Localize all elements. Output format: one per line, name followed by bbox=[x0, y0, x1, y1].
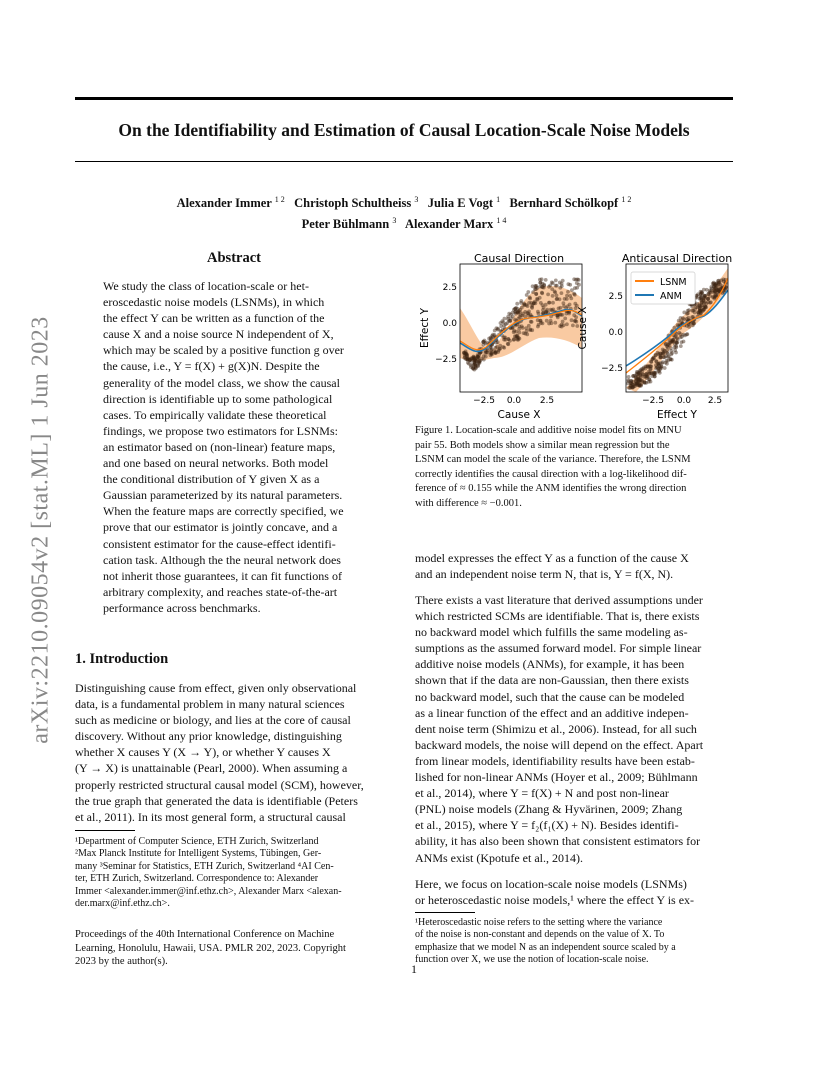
scatter-point bbox=[665, 362, 669, 366]
scatter-point bbox=[637, 383, 641, 387]
scatter-point bbox=[562, 301, 566, 305]
abstract-line: cause X and a noise source N independent of X, bbox=[103, 327, 334, 342]
left-x-ticks bbox=[473, 396, 554, 406]
figure-1 bbox=[414, 248, 736, 424]
title-bottom-rule bbox=[75, 161, 733, 162]
scatter-point bbox=[568, 303, 572, 307]
scatter-point bbox=[558, 281, 562, 285]
scatter-point bbox=[643, 380, 647, 384]
scatter-point bbox=[681, 316, 685, 320]
scatter-point bbox=[528, 296, 532, 300]
scatter-point bbox=[485, 341, 489, 345]
proceedings-line: 2023 by the author(s). bbox=[75, 956, 168, 967]
scatter-point bbox=[529, 301, 533, 305]
caption-line: ference of ≈ 0.155 while the ANM identifies the wrong direction bbox=[415, 483, 687, 495]
scatter-point bbox=[559, 306, 563, 310]
scatter-point bbox=[563, 297, 567, 301]
scatter-point bbox=[575, 286, 579, 290]
scatter-point bbox=[558, 286, 562, 290]
abstract-line: Gaussian parameterized by its natural parameters. bbox=[103, 488, 343, 503]
scatter-point bbox=[572, 292, 576, 296]
scatter-point bbox=[695, 294, 699, 298]
footnote-line: ter, ETH Zurich, Switzerland. Correspondence to: Alexander bbox=[75, 873, 319, 885]
body-paragraph-3 bbox=[415, 876, 733, 908]
scatter-point bbox=[647, 377, 651, 381]
scatter-point bbox=[565, 322, 569, 326]
scatter-point bbox=[637, 378, 641, 382]
scatter-point bbox=[539, 281, 543, 285]
abstract-heading: Abstract bbox=[207, 250, 261, 266]
text-line: Distinguishing cause from effect, given only observational bbox=[75, 681, 357, 695]
scatter-point bbox=[499, 324, 503, 328]
scatter-point bbox=[667, 341, 671, 345]
abstract-line: consistent estimator for the cause-effect identifi- bbox=[103, 536, 336, 551]
scatter-point bbox=[515, 302, 519, 306]
scatter-point bbox=[553, 321, 557, 325]
scatter-point bbox=[512, 338, 516, 342]
scatter-point bbox=[531, 284, 535, 288]
scatter-point bbox=[517, 324, 521, 328]
scatter-point bbox=[508, 319, 512, 323]
scatter-point bbox=[541, 322, 545, 326]
scatter-point bbox=[505, 321, 509, 325]
scatter-point bbox=[663, 355, 667, 359]
scatter-point bbox=[482, 343, 486, 347]
scatter-point bbox=[473, 363, 477, 367]
footnote-line: emphasize that we model N as an independent source scaled by a bbox=[415, 941, 676, 953]
text-line: sumptions as the assumed forward model. For simple linear bbox=[415, 641, 702, 656]
author: Peter Bühlmann $^3$ bbox=[301, 216, 397, 232]
tick-label: −2.5 bbox=[473, 396, 495, 406]
scatter-point bbox=[567, 312, 571, 316]
abstract-line: We study the class of location-scale or het- bbox=[103, 279, 309, 293]
scatter-point bbox=[696, 306, 700, 310]
scatter-point bbox=[566, 290, 570, 294]
scatter-point bbox=[699, 296, 703, 300]
scatter-point bbox=[506, 337, 510, 341]
author: Alexander Marx $^{1 4}$ bbox=[405, 216, 507, 232]
scatter-point bbox=[675, 336, 679, 340]
text-line: ANMs exist (Kpotufe et al., 2014). bbox=[415, 850, 583, 865]
scatter-point bbox=[700, 303, 704, 307]
footnote-line: ¹Heteroscedastic noise refers to the setting where the variance bbox=[415, 917, 663, 928]
text-line: the true graph that generated the data is identifiable (Peters bbox=[75, 793, 358, 808]
scatter-point bbox=[541, 303, 545, 307]
text-line: no backward model which fulfills the same modeling as- bbox=[415, 625, 688, 640]
body-paragraph-1 bbox=[415, 550, 733, 582]
scatter-point bbox=[710, 287, 714, 291]
scatter-point bbox=[666, 345, 670, 349]
scatter-point bbox=[556, 314, 560, 318]
scatter-point bbox=[512, 330, 516, 334]
tick-label: −2.5 bbox=[435, 355, 457, 365]
scatter-point bbox=[555, 284, 559, 288]
scatter-point bbox=[553, 291, 557, 295]
scatter-point bbox=[626, 382, 630, 386]
scatter-point bbox=[491, 333, 495, 337]
right-panel-title: Anticausal Direction bbox=[621, 252, 733, 265]
abstract-line: direction is identifiable up to some pathological bbox=[103, 391, 333, 406]
text-line: or heteroscedastic noise models,¹ where the effect Y is ex- bbox=[415, 893, 695, 908]
scatter-point bbox=[515, 336, 519, 340]
scatter-point bbox=[464, 350, 468, 354]
scatter-point bbox=[705, 288, 709, 292]
scatter-point bbox=[482, 340, 486, 344]
text-line: dent noise term (Shimizu et al., 2006). Instead, for all such bbox=[415, 721, 697, 736]
arxiv-id: arXiv:2210.09054v2 [stat.ML] 1 Jun 2023 bbox=[27, 316, 54, 744]
scatter-point bbox=[542, 283, 546, 287]
scatter-point bbox=[547, 285, 551, 289]
tick-label: 0.0 bbox=[442, 319, 457, 329]
scatter-point bbox=[525, 311, 529, 315]
scatter-point bbox=[525, 293, 529, 297]
text-line: lished for non-linear ANMs (Hoyer et al., 2009; Bühlmann bbox=[415, 770, 698, 785]
scatter-point bbox=[544, 303, 548, 307]
scatter-point bbox=[685, 333, 689, 337]
scatter-point bbox=[654, 353, 658, 357]
scatter-point bbox=[474, 366, 478, 370]
body-paragraph-2 bbox=[415, 592, 733, 866]
scatter-point bbox=[645, 365, 649, 369]
scatter-point bbox=[677, 319, 681, 323]
scatter-point bbox=[633, 374, 637, 378]
caption-line: Figure 1. Location-scale and additive noise model fits on MNU bbox=[415, 425, 682, 436]
title-top-rule bbox=[75, 97, 733, 100]
scatter-point bbox=[511, 315, 515, 319]
scatter-point bbox=[570, 318, 574, 322]
scatter-point bbox=[658, 352, 662, 356]
affiliations-footnote bbox=[75, 836, 393, 910]
paper-title: On the Identifiability and Estimation of Causal Location-Scale Noise Models bbox=[118, 120, 690, 140]
text-line: et al., 2011). In its most general form, a structural causal bbox=[75, 809, 346, 824]
scatter-point bbox=[554, 279, 558, 283]
scatter-point bbox=[463, 353, 467, 357]
scatter-point bbox=[527, 324, 531, 328]
scatter-point bbox=[522, 331, 526, 335]
footnote-rule bbox=[75, 830, 135, 831]
text-line: et al., 2014), where Y = f(X) + N and post non-linear bbox=[415, 786, 669, 801]
legend-label-lsnm: LSNM bbox=[660, 277, 687, 288]
tick-label: 0.0 bbox=[676, 396, 692, 406]
footnote-line: der.marx@inf.ethz.ch>. bbox=[75, 898, 170, 910]
scatter-point bbox=[537, 312, 541, 316]
scatter-point bbox=[697, 312, 701, 316]
right-x-axis-label: Effect Y bbox=[657, 409, 697, 421]
scatter-point bbox=[682, 333, 686, 337]
scatter-point bbox=[529, 320, 533, 324]
text-line: whether X causes Y (X → Y), or whether Y causes X bbox=[75, 745, 331, 760]
scatter-point bbox=[661, 351, 665, 355]
caption-line: correctly identifies the causal direction with a log-likelihood dif- bbox=[415, 468, 687, 480]
scatter-point bbox=[551, 281, 555, 285]
text-line: There exists a vast literature that derived assumptions under bbox=[415, 593, 703, 607]
scatter-point bbox=[489, 352, 493, 356]
scatter-point bbox=[679, 335, 683, 339]
scatter-point bbox=[484, 351, 488, 355]
scatter-point bbox=[571, 324, 575, 328]
caption-line: LSNM can model the scale of the variance. Therefore, the LSNM bbox=[415, 454, 691, 466]
scatter-point bbox=[707, 292, 711, 296]
abstract-line: prove that our estimator is jointly concave, and a bbox=[103, 520, 338, 535]
scatter-point bbox=[679, 344, 683, 348]
legend bbox=[631, 272, 695, 304]
right-y-axis-label: Cause X bbox=[577, 306, 589, 350]
scatter-point bbox=[568, 294, 572, 298]
text-line: discovery. Without any prior knowledge, distinguishing bbox=[75, 729, 342, 744]
scatter-point bbox=[473, 358, 477, 362]
scatter-point bbox=[522, 302, 526, 306]
author-list bbox=[75, 191, 733, 233]
scatter-point bbox=[534, 287, 538, 291]
scatter-point bbox=[657, 369, 661, 373]
scatter-point bbox=[484, 355, 488, 359]
author: Julia E Vogt $^1$ bbox=[427, 195, 501, 211]
scatter-point bbox=[502, 346, 506, 350]
footnote-line: many ³Seminar for Statistics, ETH Zurich, Switzerland ⁴AI Cen- bbox=[75, 860, 334, 872]
scatter-point bbox=[691, 324, 695, 328]
scatter-point bbox=[492, 349, 496, 353]
scatter-point bbox=[722, 280, 726, 284]
scatter-point bbox=[469, 365, 473, 369]
scatter-point bbox=[687, 325, 691, 329]
scatter-point bbox=[703, 305, 707, 309]
scatter-point bbox=[534, 301, 538, 305]
scatter-point bbox=[551, 294, 555, 298]
figure-caption bbox=[415, 424, 733, 512]
abstract-line: cation task. Although the the neural network does bbox=[103, 552, 341, 567]
scatter-point bbox=[669, 349, 673, 353]
scatter-point bbox=[627, 375, 631, 379]
left-panel-title: Causal Direction bbox=[473, 252, 565, 265]
tick-label: −2.5 bbox=[642, 396, 664, 406]
scatter-point bbox=[570, 288, 574, 292]
abstract-line: the cause, i.e., Y = f(X) + g(X)N. Despite the bbox=[103, 359, 320, 374]
scatter-point bbox=[673, 346, 677, 350]
tick-label: 2.5 bbox=[442, 283, 457, 293]
scatter-point bbox=[548, 301, 552, 305]
author-line-2 bbox=[75, 212, 733, 233]
scatter-point bbox=[675, 341, 679, 345]
scatter-point bbox=[671, 338, 675, 342]
scatter-point bbox=[537, 323, 541, 327]
page-number: 1 bbox=[411, 962, 417, 976]
scatter-point bbox=[644, 372, 648, 376]
scatter-point bbox=[693, 311, 697, 315]
scatter-point bbox=[547, 322, 551, 326]
scatter-point bbox=[714, 286, 718, 290]
scatter-point bbox=[529, 328, 533, 332]
scatter-point bbox=[575, 281, 579, 285]
scatter-point bbox=[545, 309, 549, 313]
scatter-point bbox=[551, 301, 555, 305]
scatter-point bbox=[560, 291, 564, 295]
scatter-point bbox=[649, 365, 653, 369]
scatter-point bbox=[658, 356, 662, 360]
scatter-point bbox=[478, 359, 482, 363]
abstract-line: an estimator based on (non-linear) feature maps, bbox=[103, 439, 336, 454]
text-line: (Y → X) is unattainable (Pearl, 2000). When assuming a bbox=[75, 761, 348, 776]
right-x-ticks bbox=[642, 396, 722, 406]
scatter-point bbox=[559, 313, 563, 317]
text-line: which restricted SCMs are identifiable. That is, there exists bbox=[415, 609, 700, 624]
scatter-point bbox=[536, 298, 540, 302]
tick-label: −2.5 bbox=[601, 364, 623, 374]
scatter-point bbox=[682, 340, 686, 344]
heteroscedastic-footnote bbox=[415, 917, 733, 967]
text-line: and an independent noise term N, that is, Y = f(X, N). bbox=[415, 567, 674, 582]
scatter-point bbox=[503, 317, 507, 321]
text-line: model expresses the effect Y as a function of the cause X bbox=[415, 551, 689, 565]
author: Christoph Schultheiss $^3$ bbox=[294, 195, 419, 211]
tick-label: 2.5 bbox=[539, 396, 555, 406]
tick-label: 2.5 bbox=[707, 396, 723, 406]
scatter-point bbox=[502, 320, 506, 324]
scatter-point bbox=[653, 372, 657, 376]
abstract-line: cases. To empirically validate these theoretical bbox=[103, 407, 327, 422]
scatter-point bbox=[709, 300, 713, 304]
arxiv-sidebar bbox=[21, 290, 61, 770]
abstract-line: When the feature maps are correctly specified, we bbox=[103, 504, 344, 519]
text-line: such as medicine or biology, and lies at the core of causal bbox=[75, 713, 351, 728]
scatter-point bbox=[718, 282, 722, 286]
footnote-line: ²Max Planck Institute for Intelligent Systems, Tübingen, Ger- bbox=[75, 848, 322, 860]
footnote-line: ¹Department of Computer Science, ETH Zurich, Switzerland bbox=[75, 836, 319, 847]
scatter-point bbox=[558, 297, 562, 301]
scatter-point bbox=[551, 308, 555, 312]
introduction-body bbox=[75, 680, 393, 825]
abstract-line: findings, we propose two estimators for LSNMs: bbox=[103, 423, 338, 438]
text-line: Here, we focus on location-scale noise models (LSNMs) bbox=[415, 877, 687, 891]
scatter-point bbox=[521, 326, 525, 330]
abstract-line: not inherit those guarantees, it can fit functions of bbox=[103, 568, 342, 583]
scatter-point bbox=[572, 313, 576, 317]
scatter-point bbox=[640, 367, 644, 371]
proceedings-line: Learning, Honolulu, Hawaii, USA. PMLR 202, 2023. Copyright bbox=[75, 942, 346, 954]
abstract-line: the conditional distribution of Y given X as a bbox=[103, 472, 320, 487]
scatter-point bbox=[685, 312, 689, 316]
text-line: additive noise models (ANMs), for example, it has been bbox=[415, 657, 685, 672]
text-line: backward models, the noise will depend on the effect. Apart bbox=[415, 737, 704, 752]
abstract-line: and one based on neural networks. Both model bbox=[103, 456, 329, 471]
left-y-ticks bbox=[435, 283, 457, 365]
caption-line: with difference ≈ −0.001. bbox=[415, 497, 522, 509]
scatter-point bbox=[628, 386, 632, 390]
text-line: (PNL) noise models (Zhang & Hyvärinen, 2009; Zhang bbox=[415, 802, 683, 817]
scatter-point bbox=[568, 283, 572, 287]
author: Alexander Immer $^{1 2}$ bbox=[176, 195, 285, 211]
text-line: as a linear function of the effect and an additive indepen- bbox=[415, 705, 689, 720]
scatter-point bbox=[496, 340, 500, 344]
scatter-point bbox=[494, 346, 498, 350]
scatter-point bbox=[660, 361, 664, 365]
scatter-point bbox=[515, 310, 519, 314]
text-line: from linear models, identifiability results have been estab- bbox=[415, 753, 695, 768]
author-line-1 bbox=[75, 191, 733, 212]
scatter-point bbox=[563, 317, 567, 321]
scatter-point bbox=[540, 291, 544, 295]
scatter-point bbox=[546, 293, 550, 297]
scatter-point bbox=[677, 331, 681, 335]
scatter-point bbox=[470, 356, 474, 360]
abstract-line: arbitrary complexity, and reaches state-of-the-art bbox=[103, 584, 338, 599]
scatter-point bbox=[540, 277, 544, 281]
scatter-point bbox=[518, 331, 522, 335]
abstract-line: eroscedastic noise models (LSNMs), in which bbox=[103, 295, 325, 310]
scatter-point bbox=[495, 326, 499, 330]
author: Bernhard Schölkopf $^{1 2}$ bbox=[509, 195, 632, 211]
scatter-point bbox=[534, 292, 538, 296]
scatter-point bbox=[498, 347, 502, 351]
legend-label-anm: ANM bbox=[660, 291, 682, 302]
scatter-point bbox=[648, 372, 652, 376]
text-line: properly restricted structural causal model (SCM), however, bbox=[75, 777, 364, 792]
right-y-ticks bbox=[601, 292, 623, 374]
scatter-point bbox=[674, 351, 678, 355]
text-line: data, is a fundamental problem in many natural sciences bbox=[75, 697, 345, 712]
abstract-line: performance across benchmarks. bbox=[103, 600, 261, 615]
text-line: no backward model, such that the cause can be modeled bbox=[415, 689, 685, 704]
abstract-line: which may be scaled by a positive function g over bbox=[103, 343, 344, 358]
scatter-point bbox=[629, 379, 633, 383]
section-heading-introduction: 1. Introduction bbox=[75, 651, 169, 667]
scatter-point bbox=[669, 357, 673, 361]
scatter-point bbox=[655, 360, 659, 364]
tick-label: 0.0 bbox=[608, 328, 623, 338]
left-plot-area bbox=[460, 277, 582, 371]
text-line: ability, it has also been shown that consistent estimators for bbox=[415, 834, 701, 849]
scatter-point bbox=[465, 358, 469, 362]
footnote-line: function over X, we use the notion of location-scale noise. bbox=[415, 954, 649, 966]
scatter-point bbox=[466, 361, 470, 365]
scatter-point bbox=[512, 308, 516, 312]
scatter-point bbox=[573, 302, 577, 306]
abstract-line: the effect Y can be written as a function of the bbox=[103, 311, 325, 326]
scatter-point bbox=[577, 278, 581, 282]
scatter-point bbox=[550, 287, 554, 291]
scatter-point bbox=[561, 320, 565, 324]
footnote-rule bbox=[415, 912, 475, 913]
scatter-point bbox=[530, 306, 534, 310]
text-line: shown that if the data are non-Gaussian, then there exists bbox=[415, 673, 689, 688]
footnote-line: Immer <alexander.immer@inf.ethz.ch>, Alexander Marx <alexan- bbox=[75, 885, 342, 897]
tick-label: 0.0 bbox=[506, 396, 522, 406]
abstract-body bbox=[103, 278, 365, 616]
text-line: et al., 2015), where Y = f₂(f₁(X) + N). Besides identifi- bbox=[415, 818, 679, 833]
caption-line: pair 55. Both models show a similar mean regression but the bbox=[415, 439, 670, 451]
scatter-point bbox=[544, 278, 548, 282]
footnote-line: of the noise is non-constant and depends on the value of X. To bbox=[415, 929, 665, 941]
proceedings-line: Proceedings of the 40th International Conference on Machine bbox=[75, 929, 335, 940]
left-y-axis-label: Effect Y bbox=[419, 308, 431, 348]
scatter-point bbox=[713, 290, 717, 294]
left-x-axis-label: Cause X bbox=[497, 409, 541, 421]
scatter-point bbox=[663, 366, 667, 370]
tick-label: 2.5 bbox=[608, 292, 623, 302]
scatter-point bbox=[513, 318, 517, 322]
abstract-line: generality of the model class, we show the causal bbox=[103, 375, 340, 390]
